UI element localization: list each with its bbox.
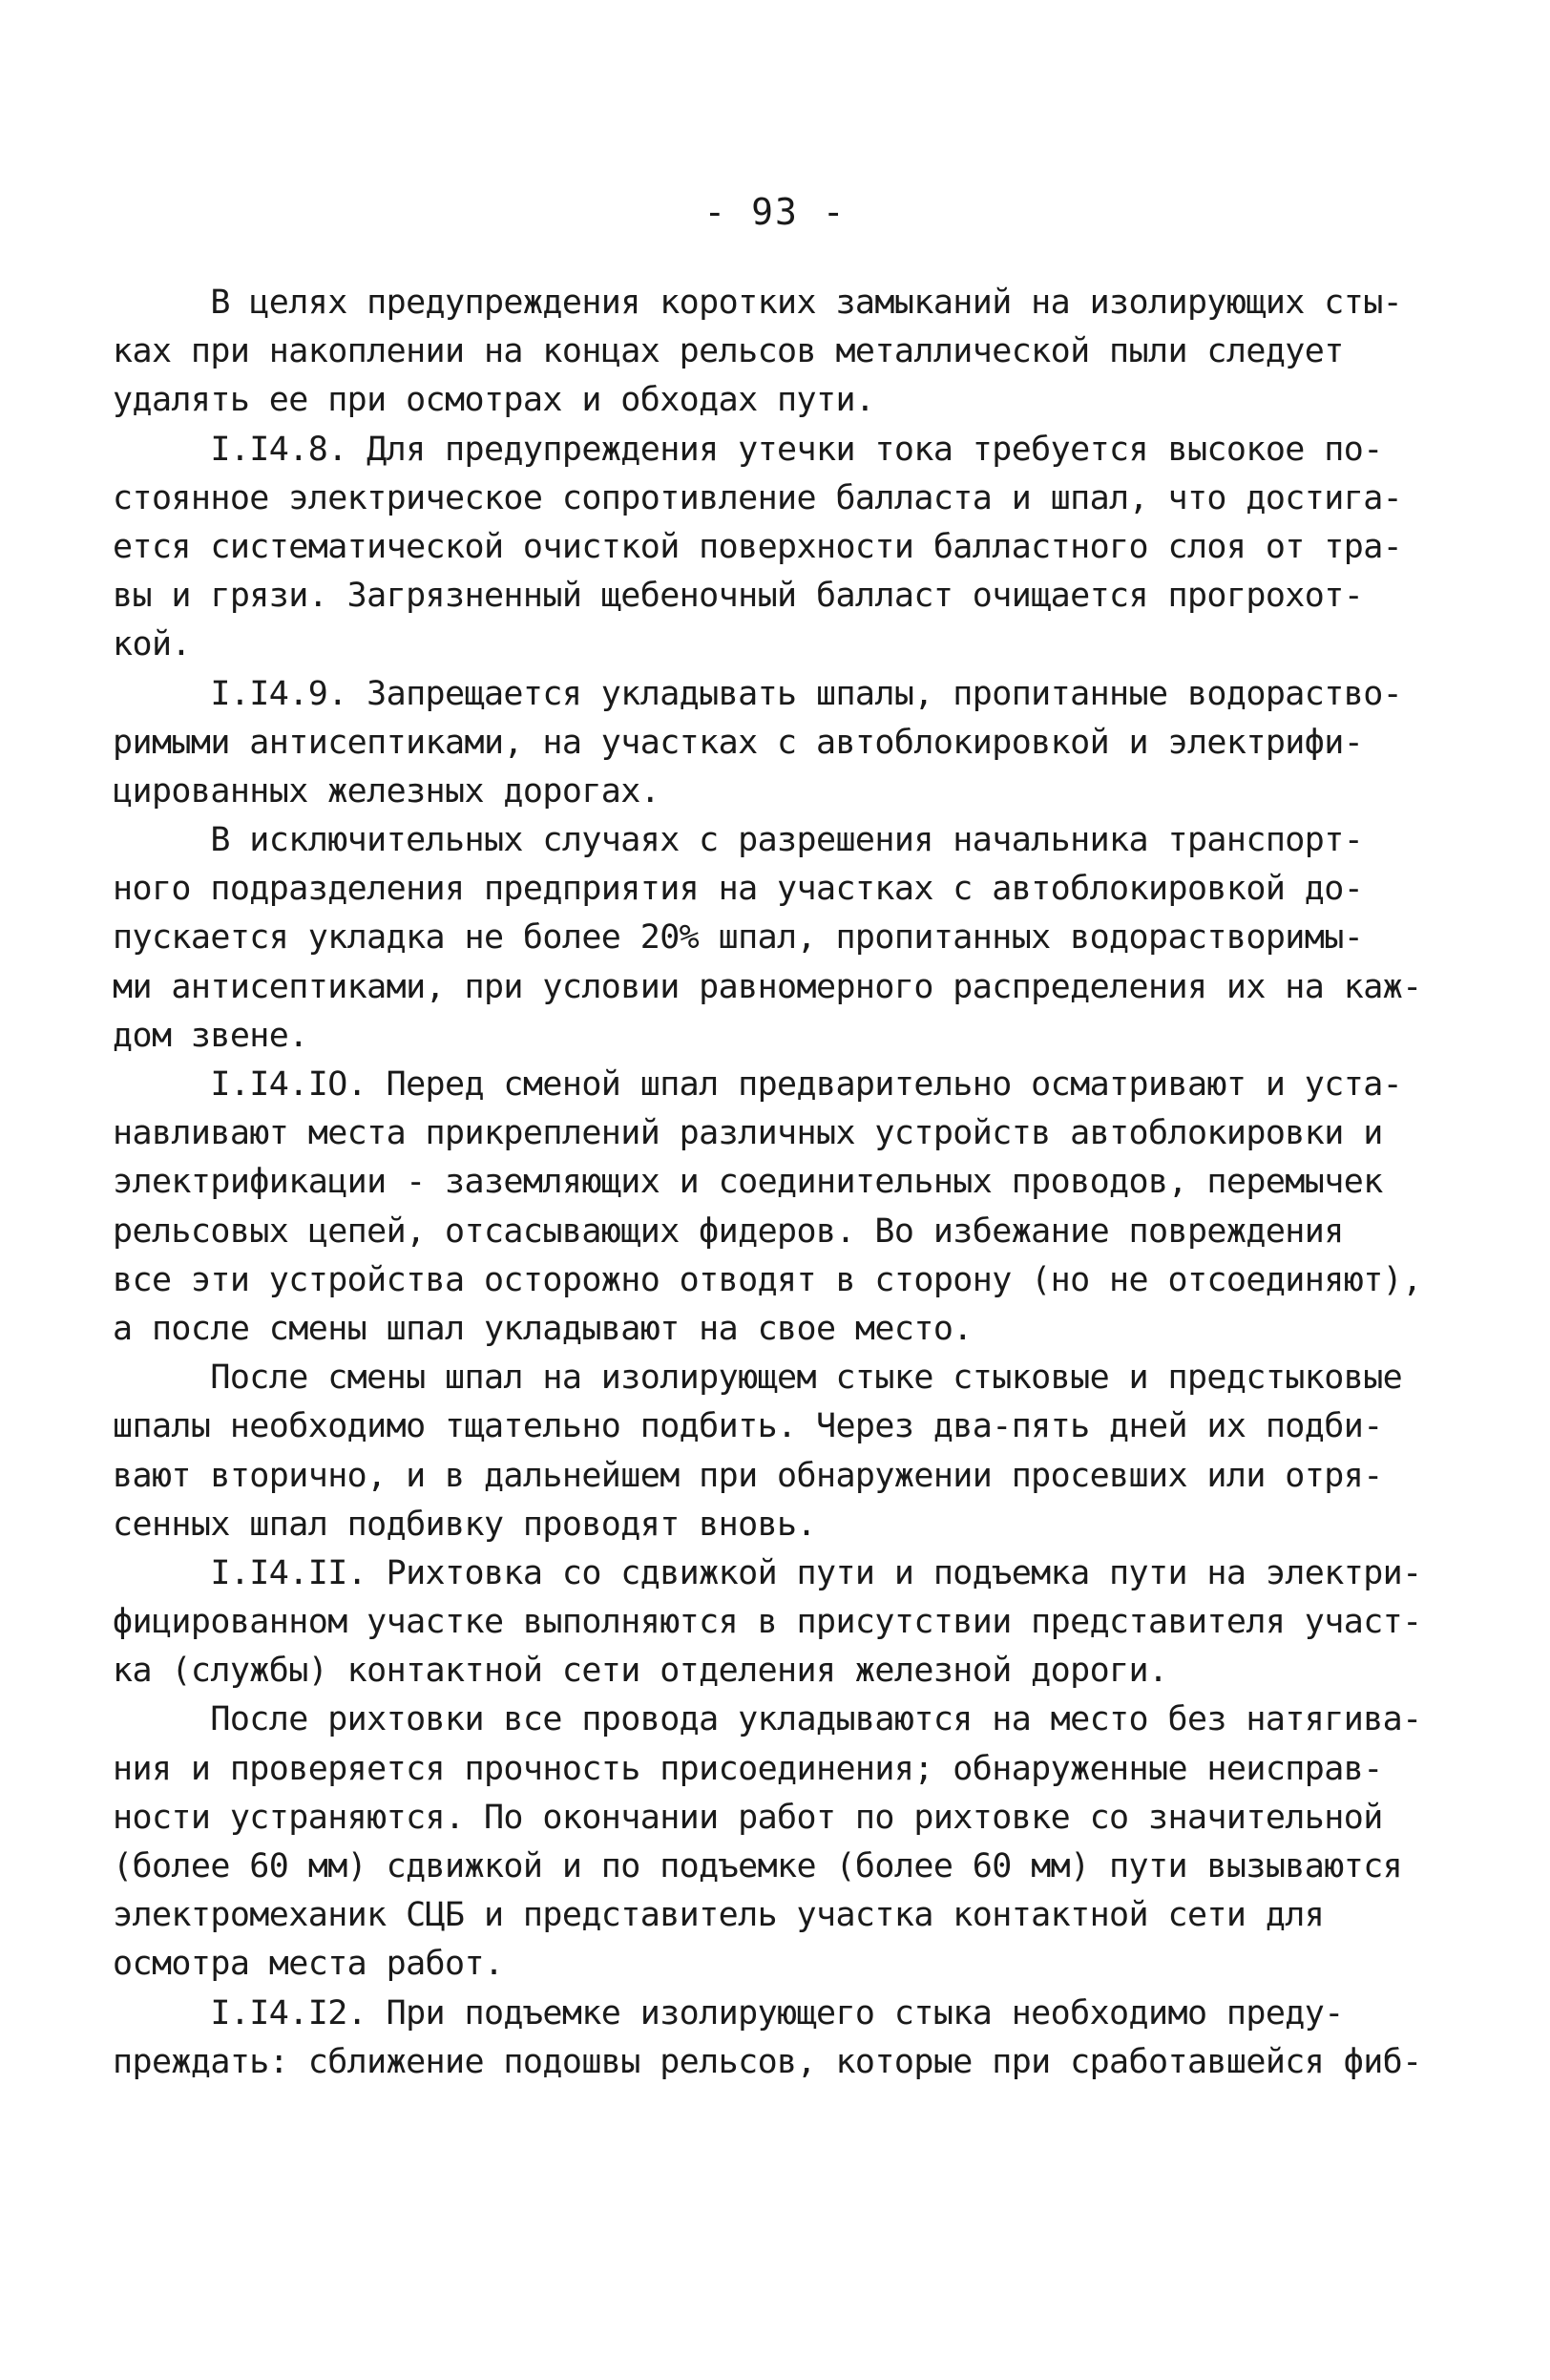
text-line: ности устраняются. По окончании работ по рихтовке со значительной <box>113 1798 1383 1837</box>
text-line: навливают места прикреплений различных устройств автоблокировки и <box>113 1114 1383 1153</box>
text-line: шпалы необходимо тщательно подбить. Через два-пять дней их подби- <box>113 1407 1383 1446</box>
text-line: электромеханик СЦБ и представитель участка контактной сети для <box>113 1896 1325 1935</box>
text-line: все эти устройства осторожно отводят в сторону (но не отсоединяют), <box>113 1260 1422 1299</box>
text-line: ется систематической очисткой поверхности балластного слоя от тра- <box>113 527 1403 566</box>
text-line: дом звене. <box>113 1016 308 1055</box>
text-line: вы и грязи. Загрязненный щебеночный балласт очищается прогрохот- <box>113 577 1364 616</box>
text-line: сенных шпал подбивку проводят вновь. <box>113 1505 816 1544</box>
text-line: После смены шпал на изолирующем стыке стыковые и предстыковые <box>113 1358 1403 1398</box>
text-line: ми антисептиками, при условии равномерного распределения их на каж- <box>113 967 1422 1006</box>
text-line: рельсовых цепей, отсасывающих фидеров. Во избежание повреждения <box>113 1211 1344 1251</box>
text-line: а после смены шпал укладывают на свое место. <box>113 1309 973 1348</box>
text-line: I.I4.8. Для предупреждения утечки тока требуется высокое по- <box>113 430 1383 469</box>
text-line: пускается укладка не более 20% шпал, пропитанных водорастворимы- <box>113 918 1364 958</box>
page-number: - 93 - <box>703 191 847 233</box>
text-line: ния и проверяется прочность присоединения; обнаруженные неисправ- <box>113 1749 1383 1788</box>
text-line: вают вторично, и в дальнейшем при обнаружении просевших или отря- <box>113 1456 1383 1495</box>
text-line: римыми антисептиками, на участках с автоблокировкой и электрифи- <box>113 723 1364 762</box>
text-line: преждать: сближение подошвы рельсов, которые при сработавшейся фиб- <box>113 2042 1422 2081</box>
text-line: В целях предупреждения коротких замыканий на изолирующих сты- <box>113 284 1403 322</box>
body-text <box>113 279 1430 2087</box>
text-line: В исключительных случаях с разрешения начальника транспорт- <box>113 821 1364 860</box>
text-line: I.I4.IO. Перед сменой шпал предварительно осматривают и уста- <box>113 1065 1403 1104</box>
text-line: ного подразделения предприятия на участках с автоблокировкой до- <box>113 870 1364 909</box>
text-line: I.I4.I2. При подъемке изолирующего стыка необходимо преду- <box>113 1993 1344 2032</box>
text-line: ка (службы) контактной сети отделения железной дороги. <box>113 1652 1168 1691</box>
text-line: осмотра места работ. <box>113 1945 504 1984</box>
text-line: I.I4.II. Рихтовка со сдвижкой пути и подъемка пути на электри- <box>113 1553 1422 1592</box>
text-line: электрификации - заземляющих и соединительных проводов, перемычек <box>113 1163 1383 1202</box>
text-line: фицированном участке выполняются в присутствии представителя участ- <box>113 1603 1422 1642</box>
text-line: цированных железных дорогах. <box>113 771 660 811</box>
text-line: стоянное электрическое сопротивление балласта и шпал, что достига- <box>113 478 1403 517</box>
text-line: ках при накоплении на концах рельсов металлической пыли следует <box>113 332 1344 371</box>
text-line: (более 60 мм) сдвижкой и по подъемке (более 60 мм) пути вызываются <box>113 1847 1403 1885</box>
text-line: удалять ее при осмотрах и обходах пути. <box>113 381 875 420</box>
text-line: После рихтовки все провода укладываются на место без натягива- <box>113 1700 1422 1739</box>
text-line: I.I4.9. Запрещается укладывать шпалы, пропитанные водораство- <box>113 674 1403 713</box>
text-line: кой. <box>113 625 191 664</box>
